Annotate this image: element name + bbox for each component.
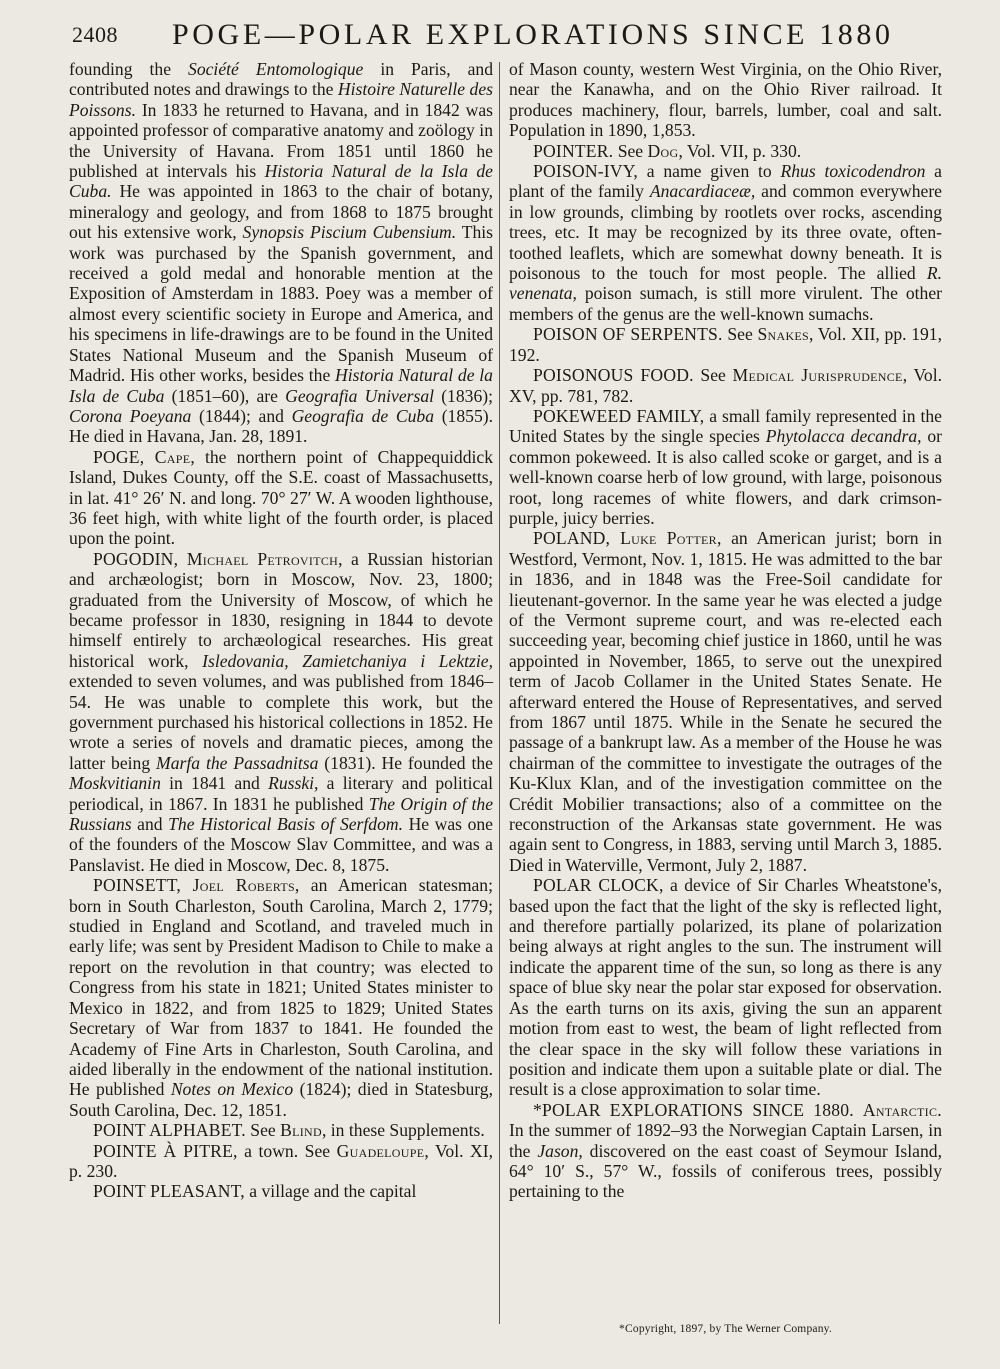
- entry-headword: POISON-IVY,: [533, 161, 639, 182]
- entry-italic: Geografia de Cuba: [291, 405, 435, 426]
- entry-text: , the northern point of Chappequiddick Island, Dukes County, off the S.E. coast of Massachusetts, in lat. 41° 26′ N. and long. 70° 27′ W. A wooden lighthouse, 36 feet high, with white light of the fourth order, is placed upon the point.: [69, 446, 493, 549]
- entry-text: a literary and political periodical, in 1867. In 1831 he published: [69, 773, 493, 814]
- entry-italic: Rhus toxicodendron: [780, 161, 926, 182]
- entry-text: (1831). He founded the: [318, 752, 493, 773]
- cross-reference: Blind: [280, 1120, 322, 1141]
- entry-text: , a Russian historian and archæologist; born in Moscow, Nov. 23, 1800; graduated from the University of Moscow, of which he became professor in 1830, resigning in 1844 to devote himself entirely to archæological researches. His great historical work,: [69, 548, 493, 671]
- right-column: [509, 59, 942, 1321]
- entry-text: In the summer of 1892–93 the Norwegian Captain Larsen, in the: [509, 1120, 942, 1161]
- entry-text: In 1833 he returned to Havana, and in 1842 was appointed professor of comparative anatomy and zoölogy in the University of Havana. From 1851 until 1860 he published at intervals his: [69, 99, 493, 182]
- entry-text: extended to seven volumes, and was published from 1846–54. He was unable to complete this work, but the government purchased his historical collections in 1852. He wrote a series of novels and dramatic pieces, among the latter being: [69, 671, 493, 773]
- page-number: 2408: [72, 22, 118, 47]
- entry-italic: Isledovania, Zamietchaniya i Lektzie,: [202, 650, 493, 671]
- entry-italic: Historia Natural de la Isla de Cuba: [69, 365, 493, 406]
- entry-poey-continuation: [69, 59, 493, 447]
- entry-headword: POGE,: [93, 446, 155, 467]
- entry-italic: The Origin of the Russians: [69, 793, 493, 835]
- entry-text: (1851–60), are: [164, 385, 286, 406]
- entry-headword: POINT ALPHABET.: [93, 1120, 246, 1141]
- left-column: [69, 59, 493, 1331]
- entry-text: , Vol. XII, pp. 191, 192.: [509, 324, 942, 365]
- entry-text: (1836);: [434, 385, 493, 406]
- entry-headword: POINT PLEASANT,: [93, 1181, 245, 1202]
- entry-text: , Vol. VII, p. 330.: [678, 140, 802, 161]
- entry-text: and common everywhere in low grounds, climbing by rootlets over rocks, ascending trees, etc. It may be recognized by its three ovate, often-toothed leaflets, which are somewhat downy beneath. It is poisonous to the touch for most people. The allied: [509, 181, 942, 284]
- entry-text: in Paris, and contributed notes and drawings to the: [69, 59, 494, 100]
- cross-reference: Dog: [647, 140, 679, 161]
- entry-text: See: [693, 365, 733, 386]
- entry-text: discovered on the east coast of Seymour Island, 64° 10′ S., 57° W., fossils of coniferous trees, possibly pertaining to the: [509, 1140, 942, 1202]
- entry-headword: POISON OF SERPENTS.: [533, 324, 723, 345]
- entry-poison-ivy: [509, 161, 942, 324]
- cross-reference: Guadeloupe: [336, 1140, 425, 1161]
- entry-text: , Vol. XI, p. 230.: [69, 1140, 493, 1181]
- entry-text: See: [245, 1120, 281, 1141]
- page-header: [72, 18, 940, 58]
- entry-pogodin: [69, 549, 493, 876]
- entry-text: (1855). He died in Havana, Jan. 28, 1891.: [69, 405, 493, 447]
- entry-italic: Historia Natural de la Isla de Cuba.: [69, 161, 493, 202]
- entry-small-caps: Cape: [154, 446, 191, 467]
- entry-italic: Moskvitianin: [69, 773, 161, 794]
- entry-headword: POISONOUS FOOD.: [533, 365, 694, 386]
- cross-reference: Snakes: [757, 324, 810, 345]
- entry-text: a device of Sir Charles Wheatstone's, based upon the fact that the light of the sky is reflected light, and therefore partially polarized, its plane of polarization being always at right angles to the sun. The instrument will indicate the apparent time of the sun, so long as there is any space of blue sky near the polar star exposed for observation. As the earth turns on its axis, giving the sun an apparent motion from east to west, the beam of light reflected from the clear space in the sky will follow these variations in position and indicate them upon a suitable plate or dial. The result is a close approximation to solar time.: [509, 875, 942, 1100]
- column-divider: [499, 62, 500, 1324]
- entry-polar-explorations: [509, 1100, 942, 1202]
- entry-headword: POLAND,: [533, 528, 621, 549]
- entry-text: See: [613, 140, 648, 161]
- entry-poisonous-food: [509, 365, 942, 406]
- entry-headword: *POLAR EXPLORATIONS SINCE 1880.: [533, 1099, 854, 1120]
- entry-point-alphabet: [69, 1120, 493, 1140]
- entry-point-pleasant: [69, 1181, 493, 1201]
- running-title: POGE—POLAR EXPLORATIONS SINCE 1880: [172, 18, 894, 51]
- entry-text: See: [722, 324, 758, 345]
- entry-italic: The Historical Basis of Serfdom.: [168, 814, 403, 835]
- entry-headword: POINSETT,: [93, 875, 193, 896]
- entry-small-caps: Antarctic.: [862, 1099, 942, 1120]
- entry-text: a plant of the family: [509, 161, 942, 202]
- entry-text: He was appointed in 1863 to the chair of botany, mineralogy and geology, and from 1868 to 1875 brought out his extensive work,: [69, 181, 493, 243]
- entry-italic: Notes on Mexico: [170, 1079, 294, 1100]
- entry-polar-clock: [509, 875, 942, 1099]
- entry-text: a town. See: [237, 1140, 337, 1161]
- entry-pokeweed-family: [509, 406, 942, 528]
- entry-italic: Jason,: [537, 1140, 583, 1161]
- entry-headword: POKEWEED FAMILY,: [533, 405, 705, 426]
- entry-text: a village and the capital: [244, 1181, 417, 1202]
- entry-text: He was one of the founders of the Moscow Slav Committee, and was a Panslavist. He died in Moscow, Dec. 8, 1875.: [69, 814, 493, 875]
- entry-text: (1824); died in Statesburg, South Carolina, Dec. 12, 1851.: [69, 1079, 493, 1120]
- entry-small-caps: Michael Petrovitch: [186, 548, 339, 569]
- entry-text: (1844); and: [191, 405, 292, 426]
- entry-text: a small family represented in the United States by the single species: [509, 405, 942, 447]
- entry-italic: Geografia Universal: [285, 385, 435, 406]
- entry-text: poison sumach, is still more virulent. The other members of the genus are the well-known sumachs.: [509, 283, 942, 324]
- entry-italic: Phytolacca decandra,: [765, 426, 922, 447]
- entry-text: , Vol. XV, pp. 781, 782.: [509, 365, 942, 406]
- entry-headword: POINTER.: [533, 140, 614, 161]
- entry-small-caps: Joel Roberts: [192, 875, 295, 896]
- entry-italic: R. venenata,: [509, 263, 942, 304]
- entry-pointer: [509, 141, 942, 161]
- entry-italic: Marfa the Passadnitsa: [156, 752, 319, 773]
- entry-italic: Société Entomologique: [188, 59, 364, 79]
- entry-italic: Corona Poeyana: [69, 405, 192, 426]
- entry-text: , an American jurist; born in Westford, Vermont, Nov. 1, 1815. He was admitted to the bar in 1836, and in 1848 was the Free-Soil candidate for lieutenant-governor. In the same year he was elected a judge of the Vermont supreme court, and was re-elected each succeeding year, becoming chief justice in 1860, until he was appointed in November, 1865, to serve out the unexpired term of Jacob Collamer in the United States Senate. He afterward entered the House of Representatives, and served from 1867 until 1875. While in the Senate he secured the passage of a bankrupt law. As a member of the House he was chairman of the committee to investigate the outrages of the Ku-Klux Klan, and of the investigation committee on the Crédit Mobilier transactions; also of a committee on the reconstruction of the Arkansas state government. He was again sent to Congress, in 1883, serving until March 3, 1885. Died in Waterville, Vermont, July 2, 1887.: [509, 528, 942, 875]
- entry-poinsett: [69, 875, 493, 1120]
- entry-pointe-a-pitre: [69, 1141, 493, 1182]
- entry-italic: Histoire Naturelle des Poissons.: [69, 79, 493, 120]
- entry-italic: Russki,: [268, 773, 319, 794]
- entry-text: This work was purchased by the Spanish government, and received a gold medal and honorable mention at the Exposition of Amsterdam in 1883. Poey was a member of almost every scientific society in Europe and America, and his specimens in life-drawings are to be found in the United States National Museum and the Spanish Museum of Madrid. His other works, besides the: [69, 222, 493, 386]
- entry-text: or common pokeweed. It is also called scoke or garget, and is a well-known coarse herb of low ground, with large, poisonous root, long racemes of white flowers, and dark crimson-purple, juicy berries.: [509, 426, 942, 528]
- entry-text: in 1841 and: [160, 773, 269, 794]
- entry-headword: POINTE À PITRE,: [93, 1140, 238, 1161]
- entry-poland: [509, 528, 942, 875]
- entry-point-pleasant-continuation: of Mason county, western West Virginia, on the Ohio River, near the Kanawha, and on the Ohio River railroad. It produces machinery, flour, barrels, lumber, coal and salt. Population in 1890, 1,853.: [509, 59, 942, 141]
- entry-headword: POGODIN,: [93, 548, 187, 569]
- entry-poge: [69, 447, 493, 549]
- entry-small-caps: Luke Potter: [620, 528, 717, 549]
- entry-italic: Anacardiaceæ,: [649, 181, 756, 202]
- copyright-footnote: *Copyright, 1897, by The Werner Company.: [619, 1323, 832, 1335]
- entry-italic: Synopsis Piscium Cubensium.: [242, 222, 457, 243]
- entry-text: , in these Supplements.: [322, 1120, 485, 1141]
- entry-text: and: [131, 814, 169, 835]
- entry-text: a name given to: [638, 161, 781, 182]
- entry-headword: POLAR CLOCK,: [533, 875, 664, 896]
- entry-poison-of-serpents: [509, 324, 942, 365]
- entry-text: , an American statesman; born in South Charleston, South Carolina, March 2, 1779; studied in England and Scotland, and traveled much in early life; was sent by President Madison to Chile to make a report on the revolution in that country; was elected to Congress from his state in 1821; United States minister to Mexico in 1822, and from 1825 to 1829; United States Secretary of War from 1837 to 1841. He founded the Academy of Fine Arts in Charleston, South Carolina, and aided liberally in the endowment of the national institution. He published: [69, 875, 493, 1100]
- cross-reference: Medical Jurisprudence: [732, 365, 903, 386]
- entry-text: founding the: [69, 59, 189, 79]
